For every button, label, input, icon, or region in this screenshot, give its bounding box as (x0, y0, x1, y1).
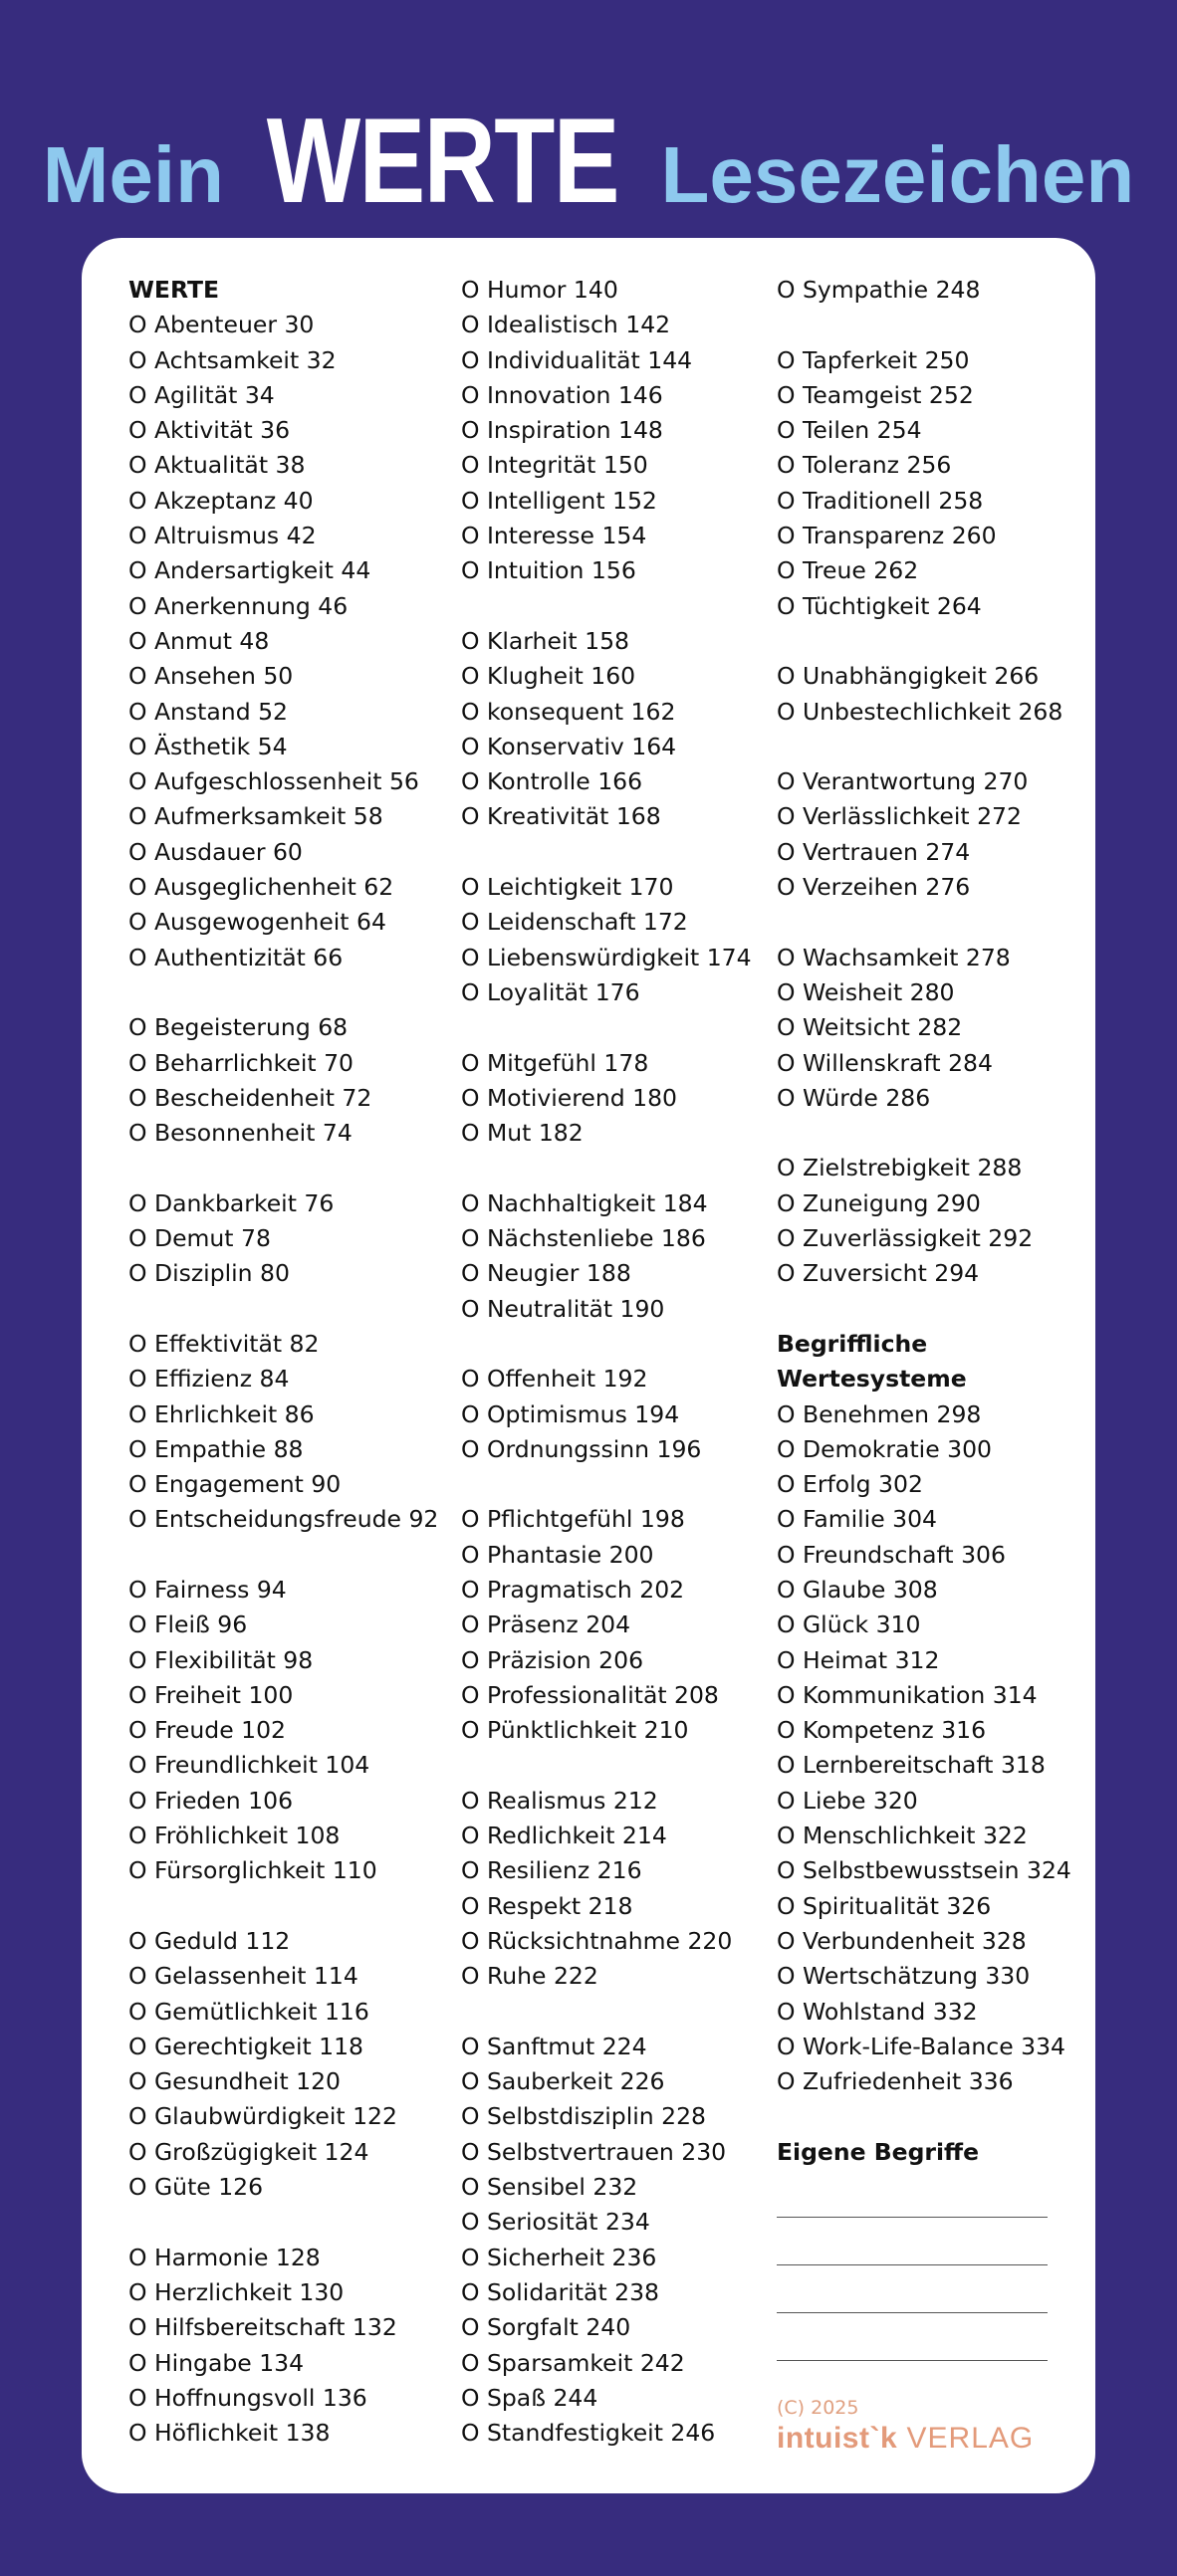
value-item[interactable]: O Ausdauer 60 (128, 837, 303, 866)
value-item[interactable]: O Frieden 106 (128, 1786, 294, 1815)
system-item[interactable]: O Work-Life-Balance 334 (777, 2032, 1065, 2060)
value-item[interactable]: O Weisheit 280 (777, 977, 955, 1006)
system-item[interactable]: O Wertschätzung 330 (777, 1962, 1031, 1991)
group-spacer (128, 1538, 438, 1573)
systems-heading: Wertesysteme (777, 1365, 967, 1394)
value-item[interactable]: O Ruhe 222 (461, 1962, 598, 1991)
value-item[interactable]: O Beharrlichkeit 70 (128, 1048, 353, 1077)
value-item[interactable]: O Akzeptanz 40 (128, 486, 314, 515)
value-item[interactable]: O Freude 102 (128, 1716, 286, 1745)
group-spacer (461, 589, 752, 624)
value-item[interactable]: O Sanftmut 224 (461, 2032, 647, 2060)
value-item[interactable]: O Aufgeschlossenheit 56 (128, 767, 419, 796)
value-item[interactable]: O Hilfsbereitschaft 132 (128, 2313, 397, 2342)
value-item[interactable]: O Abenteuer 30 (128, 311, 315, 339)
value-item[interactable]: O Zuversicht 294 (777, 1259, 980, 1288)
value-item[interactable]: O Herzlichkeit 130 (128, 2277, 345, 2306)
value-item[interactable]: O Neugier 188 (461, 1259, 631, 1288)
value-item[interactable]: O Nachhaltigkeit 184 (461, 1188, 708, 1217)
system-item[interactable]: O Demokratie 300 (777, 1434, 992, 1463)
value-item[interactable]: O Vertrauen 274 (777, 837, 971, 866)
value-item[interactable]: O Anstand 52 (128, 697, 288, 726)
value-item[interactable]: O Ordnungssinn 196 (461, 1434, 702, 1463)
value-item[interactable]: O Interesse 154 (461, 522, 647, 550)
value-item[interactable]: O Pragmatisch 202 (461, 1575, 685, 1604)
value-item[interactable]: O Hingabe 134 (128, 2348, 305, 2377)
value-item[interactable]: O Achtsamkeit 32 (128, 345, 337, 374)
value-item[interactable]: O Intelligent 152 (461, 486, 657, 515)
value-item[interactable]: O Anmut 48 (128, 626, 270, 655)
value-item[interactable]: O Sensibel 232 (461, 2173, 638, 2202)
value-item[interactable]: O Anerkennung 46 (128, 591, 349, 620)
value-item[interactable]: O Zuneigung 290 (777, 1188, 981, 1217)
value-item[interactable]: O Effektivität 82 (128, 1329, 320, 1358)
value-item[interactable]: O Toleranz 256 (777, 451, 952, 480)
value-item[interactable]: O Dankbarkeit 76 (128, 1188, 335, 1217)
group-spacer (128, 975, 438, 1010)
value-item[interactable]: O Spaß 244 (461, 2383, 598, 2412)
value-item[interactable]: O Solidarität 238 (461, 2277, 659, 2306)
value-item[interactable]: O Sympathie 248 (777, 276, 981, 304)
value-item[interactable]: O Respekt 218 (461, 1891, 633, 1920)
value-item[interactable]: O Verantwortung 270 (777, 767, 1029, 796)
werte-heading: WERTE (128, 276, 220, 304)
value-item[interactable]: O Präzision 206 (461, 1645, 644, 1674)
value-item[interactable]: O Konservativ 164 (461, 732, 677, 760)
group-spacer (128, 1889, 438, 1924)
system-item[interactable]: O Zufriedenheit 336 (777, 2067, 1014, 2096)
value-item[interactable]: O Inspiration 148 (461, 416, 663, 445)
value-item[interactable]: O Willenskraft 284 (777, 1048, 993, 1077)
value-item[interactable]: O Tüchtigkeit 264 (777, 591, 982, 620)
value-item[interactable]: O Selbstvertrauen 230 (461, 2137, 727, 2166)
value-item[interactable]: O Standfestigkeit 246 (461, 2419, 716, 2448)
values-column-3 (777, 273, 1071, 2457)
value-item[interactable]: O Klarheit 158 (461, 626, 629, 655)
value-item[interactable]: O Zielstrebigkeit 288 (777, 1154, 1023, 1182)
value-item[interactable]: O Fairness 94 (128, 1575, 287, 1604)
value-item[interactable]: O Leidenschaft 172 (461, 908, 688, 937)
value-item[interactable]: O Idealistisch 142 (461, 311, 671, 339)
system-item[interactable]: O Spiritualität 326 (777, 1891, 992, 1920)
value-item[interactable]: O Ausgewogenheit 64 (128, 908, 386, 937)
value-item[interactable]: O Liebenswürdigkeit 174 (461, 943, 752, 971)
value-item[interactable]: O Aufmerksamkeit 58 (128, 802, 383, 831)
value-item[interactable]: O Gemütlichkeit 116 (128, 1997, 369, 2026)
value-item[interactable]: O Weitsicht 282 (777, 1013, 963, 1042)
value-item[interactable]: O Bescheidenheit 72 (128, 1083, 372, 1112)
value-item[interactable]: O Redlichkeit 214 (461, 1822, 667, 1850)
value-item[interactable]: O Mitgefühl 178 (461, 1048, 649, 1077)
value-item[interactable]: O Fürsorglichkeit 110 (128, 1856, 377, 1885)
value-item[interactable]: O Transparenz 260 (777, 522, 997, 550)
value-item[interactable]: O Optimismus 194 (461, 1399, 680, 1428)
value-item[interactable]: O Agilität 34 (128, 380, 275, 409)
value-item[interactable]: O Geduld 112 (128, 1926, 291, 1955)
value-item[interactable]: O Würde 286 (777, 1083, 931, 1112)
value-item[interactable]: O Mut 182 (461, 1119, 584, 1148)
value-item[interactable]: O Ästhetik 54 (128, 732, 288, 760)
value-item[interactable]: O Gelassenheit 114 (128, 1962, 358, 1991)
value-item[interactable]: O Besonnenheit 74 (128, 1119, 353, 1148)
value-item[interactable]: O Rücksichtnahme 220 (461, 1926, 733, 1955)
value-item[interactable]: O Sauberkeit 226 (461, 2067, 665, 2096)
system-item[interactable]: O Freundschaft 306 (777, 1540, 1006, 1569)
value-item[interactable]: O Sicherheit 236 (461, 2243, 657, 2271)
own-terms-heading: Eigene Begriffe (777, 2137, 980, 2166)
value-item[interactable]: O Engagement 90 (128, 1470, 342, 1499)
value-item[interactable]: O Teamgeist 252 (777, 380, 974, 409)
value-item[interactable]: O Professionalität 208 (461, 1680, 719, 1709)
group-spacer (461, 1995, 752, 2030)
value-item[interactable]: O Freiheit 100 (128, 1680, 294, 1709)
value-item[interactable]: O Nächstenliebe 186 (461, 1224, 706, 1253)
publisher-name-regular: VERLAG (906, 2422, 1035, 2456)
value-item[interactable]: O Empathie 88 (128, 1434, 304, 1463)
value-item[interactable]: O Fröhlichkeit 108 (128, 1822, 341, 1850)
value-item[interactable]: O Phantasie 200 (461, 1540, 654, 1569)
value-item[interactable]: O Traditionell 258 (777, 486, 984, 515)
group-spacer (461, 1010, 752, 1045)
value-item[interactable]: O Integrität 150 (461, 451, 648, 480)
value-item[interactable]: O Kreativität 168 (461, 802, 661, 831)
group-spacer (777, 905, 1071, 940)
value-item[interactable]: O Ansehen 50 (128, 662, 294, 691)
value-item[interactable]: O Disziplin 80 (128, 1259, 290, 1288)
values-column-2 (461, 273, 752, 2451)
value-item[interactable]: O Authentizität 66 (128, 943, 344, 971)
value-item[interactable]: O Verlässlichkeit 272 (777, 802, 1022, 831)
own-term-blank-line[interactable] (777, 2313, 1048, 2361)
value-item[interactable]: O Neutralität 190 (461, 1294, 665, 1323)
system-item[interactable]: O Wohlstand 332 (777, 1997, 978, 2026)
group-spacer (777, 1116, 1071, 1151)
system-item[interactable]: O Heimat 312 (777, 1645, 940, 1674)
value-item[interactable]: O Treue 262 (777, 556, 919, 585)
system-item[interactable]: O Familie 304 (777, 1505, 937, 1534)
group-spacer (461, 1467, 752, 1502)
value-item[interactable]: O Effizienz 84 (128, 1365, 290, 1394)
system-item[interactable]: O Lernbereitschaft 318 (777, 1751, 1046, 1780)
group-spacer (777, 308, 1071, 342)
group-spacer (461, 1151, 752, 1185)
value-item[interactable]: O Realismus 212 (461, 1786, 658, 1815)
value-item[interactable]: O Offenheit 192 (461, 1365, 648, 1394)
title-lesezeichen: Lesezeichen (660, 130, 1135, 219)
value-item[interactable]: O Seriosität 234 (461, 2208, 650, 2237)
value-item[interactable]: O Loyalität 176 (461, 977, 640, 1006)
group-spacer (777, 2099, 1071, 2134)
value-item[interactable]: O Hoffnungsvoll 136 (128, 2383, 367, 2412)
copyright: (C) 2025 (777, 2397, 859, 2420)
value-item[interactable]: O Entscheidungsfreude 92 (128, 1505, 439, 1534)
value-item[interactable]: O Kontrolle 166 (461, 767, 643, 796)
value-item[interactable]: O Gerechtigkeit 118 (128, 2032, 364, 2060)
system-item[interactable]: O Menschlichkeit 322 (777, 1822, 1028, 1850)
value-item[interactable]: O Zuverlässigkeit 292 (777, 1224, 1034, 1253)
value-item[interactable]: O Motivierend 180 (461, 1083, 677, 1112)
value-item[interactable]: O Pflichtgefühl 198 (461, 1505, 685, 1534)
value-item[interactable]: O Wachsamkeit 278 (777, 943, 1011, 971)
value-item[interactable]: O Teilen 254 (777, 416, 922, 445)
value-item[interactable]: O Flexibilität 98 (128, 1645, 314, 1674)
value-item[interactable]: O Tapferkeit 250 (777, 345, 970, 374)
value-item[interactable]: O Intuition 156 (461, 556, 636, 585)
value-item[interactable]: O Ausgeglichenheit 62 (128, 873, 394, 902)
value-item[interactable]: O Klugheit 160 (461, 662, 636, 691)
own-term-blank-line[interactable] (777, 2265, 1048, 2313)
system-item[interactable]: O Liebe 320 (777, 1786, 918, 1815)
value-item[interactable]: O konsequent 162 (461, 697, 676, 726)
system-item[interactable]: O Erfolg 302 (777, 1470, 923, 1499)
value-item[interactable]: O Altruismus 42 (128, 522, 317, 550)
title-werte: WERTE (266, 93, 618, 228)
value-item[interactable]: O Gesundheit 120 (128, 2067, 342, 2096)
values-column-1 (128, 273, 438, 2451)
group-spacer (777, 624, 1071, 659)
group-spacer (777, 730, 1071, 764)
system-item[interactable]: O Glück 310 (777, 1610, 921, 1639)
value-item[interactable]: O Humor 140 (461, 276, 618, 304)
value-item[interactable]: O Sorgfalt 240 (461, 2313, 631, 2342)
group-spacer (777, 1292, 1071, 1327)
own-term-blank-line[interactable] (777, 2218, 1048, 2265)
own-term-blank-line[interactable] (777, 2170, 1048, 2218)
system-item[interactable]: O Selbstbewusstsein 324 (777, 1856, 1071, 1885)
page-title (0, 72, 1177, 228)
system-item[interactable]: O Benehmen 298 (777, 1399, 982, 1428)
system-item[interactable]: O Glaube 308 (777, 1575, 938, 1604)
title-mein: Mein (42, 130, 224, 219)
value-item[interactable]: O Unbestechlichkeit 268 (777, 697, 1063, 726)
value-item[interactable]: O Ehrlichkeit 86 (128, 1399, 315, 1428)
group-spacer (128, 1151, 438, 1185)
value-item[interactable]: O Aktualität 38 (128, 451, 306, 480)
system-item[interactable]: O Verbundenheit 328 (777, 1926, 1027, 1955)
system-item[interactable]: O Kompetenz 316 (777, 1716, 987, 1745)
value-item[interactable]: O Aktivität 36 (128, 416, 291, 445)
group-spacer (461, 1748, 752, 1783)
group-spacer (128, 1292, 438, 1327)
group-spacer (128, 2205, 438, 2240)
group-spacer (461, 835, 752, 870)
group-spacer (461, 1327, 752, 1362)
value-item[interactable]: O Freundlichkeit 104 (128, 1751, 370, 1780)
value-item[interactable]: O Sparsamkeit 242 (461, 2348, 685, 2377)
value-item[interactable]: O Andersartigkeit 44 (128, 556, 371, 585)
publisher-name-bold: intuist`k (777, 2422, 898, 2456)
value-item[interactable]: O Begeisterung 68 (128, 1013, 349, 1042)
publisher-logo (777, 2421, 1071, 2457)
value-item[interactable]: O Demut 78 (128, 1224, 271, 1253)
value-item[interactable]: O Individualität 144 (461, 345, 693, 374)
value-item[interactable]: O Präsenz 204 (461, 1610, 631, 1639)
value-item[interactable]: O Leichtigkeit 170 (461, 873, 674, 902)
value-item[interactable]: O Fleiß 96 (128, 1610, 248, 1639)
systems-heading: Begriffliche (777, 1329, 928, 1358)
value-item[interactable]: O Unabhängigkeit 266 (777, 662, 1040, 691)
system-item[interactable]: O Kommunikation 314 (777, 1680, 1038, 1709)
value-item[interactable]: O Resilienz 216 (461, 1856, 642, 1885)
value-item[interactable]: O Pünktlichkeit 210 (461, 1716, 689, 1745)
value-item[interactable]: O Innovation 146 (461, 380, 663, 409)
value-item[interactable]: O Großzügigkeit 124 (128, 2137, 369, 2166)
value-item[interactable]: O Harmonie 128 (128, 2243, 321, 2271)
value-item[interactable]: O Glaubwürdigkeit 122 (128, 2102, 397, 2131)
value-item[interactable]: O Selbstdisziplin 228 (461, 2102, 706, 2131)
value-item[interactable]: O Höflichkeit 138 (128, 2419, 331, 2448)
value-item[interactable]: O Verzeihen 276 (777, 873, 971, 902)
value-item[interactable]: O Güte 126 (128, 2173, 264, 2202)
